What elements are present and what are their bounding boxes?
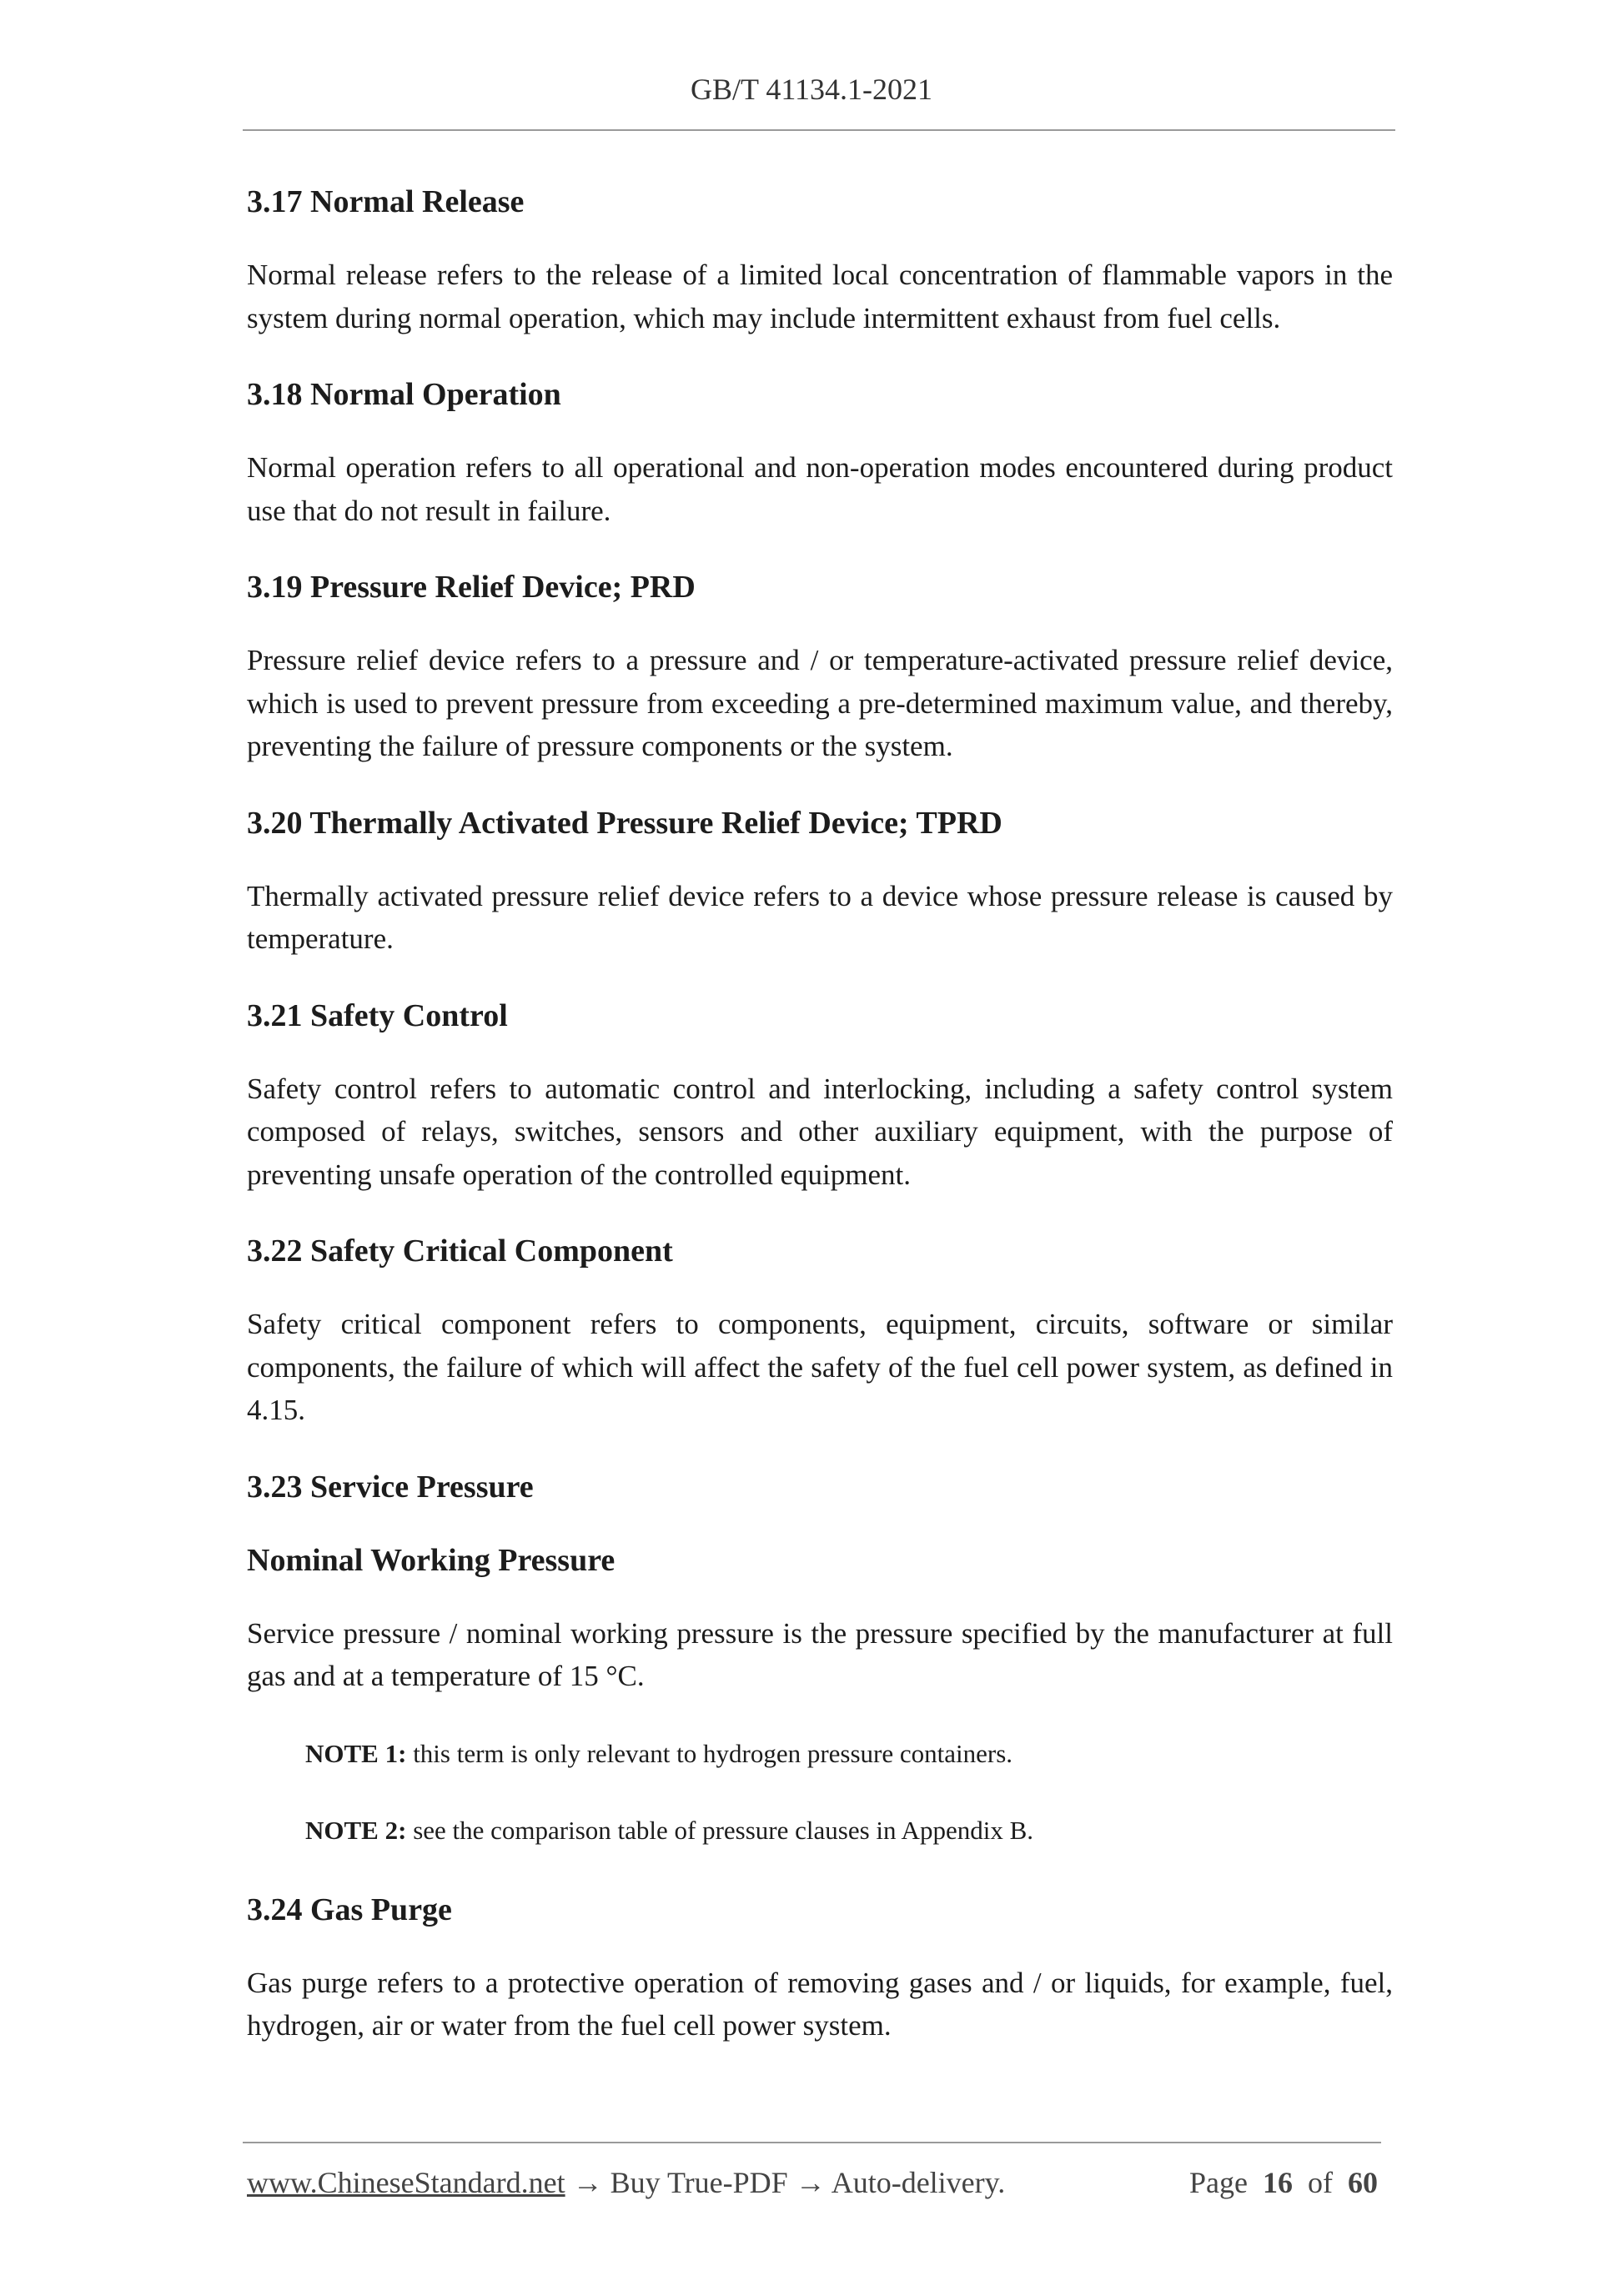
note-2-label: NOTE 2: [305,1815,407,1845]
note-1 [305,1735,1393,1773]
buy-true-pdf-text: Buy True-PDF [610,2166,788,2199]
section-heading-3-20: 3.20 Thermally Activated Pressure Relief Device; TPRD [247,805,1002,841]
page-number: 16 [1263,2166,1293,2199]
section-text-3-17: Normal release refers to the release of a limited local concentration of flammable vapors in the system during normal operation, which may include intermittent exhaust from fuel cells. [247,259,1393,334]
section-heading-3-23: 3.23 Service Pressure [247,1469,534,1505]
section-heading-3-21: 3.21 Safety Control [247,997,508,1033]
note-1-label: NOTE 1: [305,1738,407,1768]
page-header: GB/T 41134.1-2021 [690,73,932,106]
note-2-text: see the comparison table of pressure clauses in Appendix B. [406,1815,1033,1845]
section-heading-3-22: 3.22 Safety Critical Component [247,1233,673,1269]
arrow-right-icon: → [787,2166,832,2199]
document-body [247,180,1393,2081]
total-pages: 60 [1348,2166,1378,2199]
auto-delivery-text: Auto-delivery. [831,2166,1006,2199]
section-heading-3-19: 3.19 Pressure Relief Device; PRD [247,570,696,605]
section-text-3-21: Safety control refers to automatic control and interlocking, including a safety control system composed of relays, switches, sensors and other auxiliary equipment, with the purpose of preventing unsafe operation of the controlled equipment. [247,1072,1393,1191]
page-label: Page [1189,2166,1248,2199]
section-text-3-19: Pressure relief device refers to a pressure and / or temperature-activated pressure relief device, which is used to prevent pressure from exceeding a pre-determined maximum value, and thereby, preventing the failure of pressure components or the system. [247,644,1393,762]
section-text-3-24: Gas purge refers to a protective operation of removing gases and / or liquids, for example, fuel, hydrogen, air or water from the fuel cell power system. [247,1966,1393,2042]
website-link[interactable]: www.ChineseStandard.net [247,2166,565,2199]
note-2 [305,1811,1393,1850]
page-indicator [1189,2165,1378,2200]
header-divider [243,129,1395,131]
footer-promo [247,2165,1005,2200]
section-text-3-22: Safety critical component refers to components, equipment, circuits, software or similar components, the failure of which will affect the safety of the fuel cell power system, as defined in 4.15. [247,1308,1393,1426]
section-text-3-18: Normal operation refers to all operational and non-operation modes encountered during product use that do not result in failure. [247,451,1393,527]
section-subheading-3-23: Nominal Working Pressure [247,1542,616,1578]
section-heading-3-24: 3.24 Gas Purge [247,1892,452,1927]
section-text-3-23: Service pressure / nominal working pressure is the pressure specified by the manufacturer at full gas and at a temperature of 15 °C. [247,1616,1393,1692]
footer-divider [243,2142,1381,2143]
section-heading-3-18: 3.18 Normal Operation [247,377,561,412]
section-text-3-20: Thermally activated pressure relief device refers to a device whose pressure release is caused by temperature. [247,879,1393,955]
of-label: of [1308,2166,1333,2199]
arrow-right-icon: → [565,2166,611,2199]
note-1-text: this term is only relevant to hydrogen pressure containers. [406,1738,1013,1768]
section-heading-3-17: 3.17 Normal Release [247,184,525,219]
